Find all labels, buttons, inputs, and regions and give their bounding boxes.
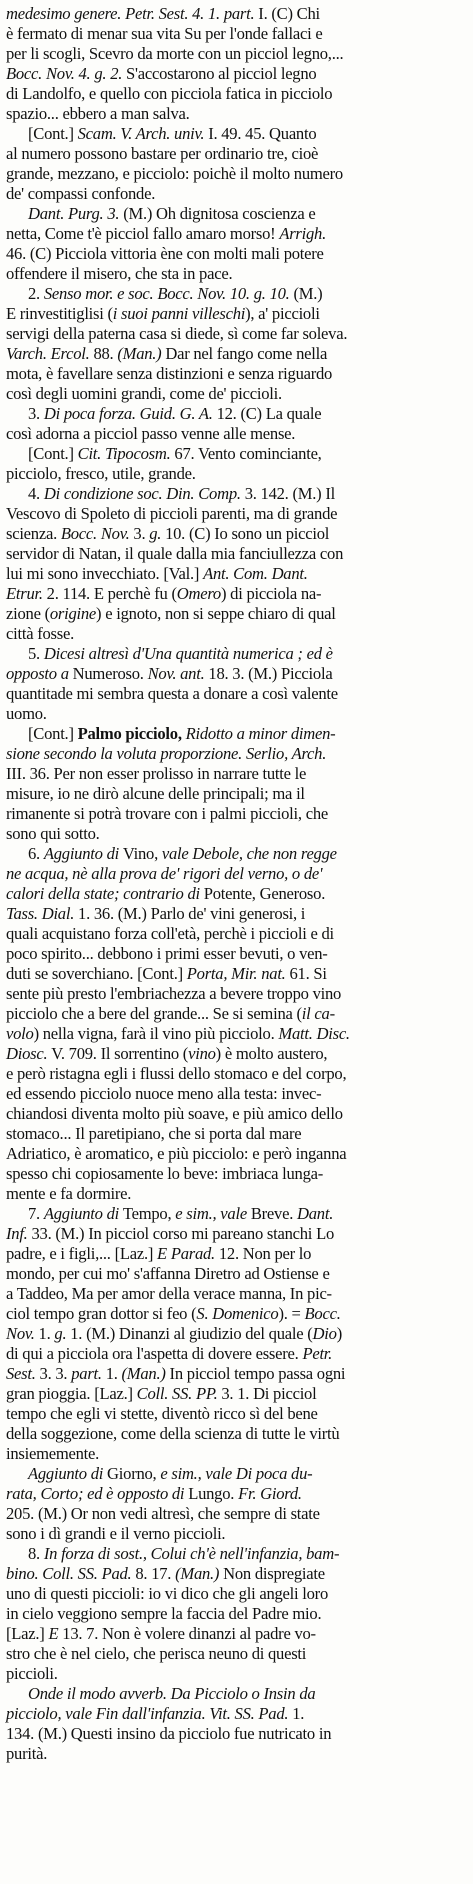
text-run: 46. (C) Picciola vittoria ène con molti mali potere bbox=[6, 244, 324, 263]
text-run: 3. bbox=[28, 404, 44, 423]
italic-run: Diosc. bbox=[6, 1044, 52, 1063]
italic-run: (Man.) bbox=[175, 1564, 224, 1583]
text-run: e però ristagna egli i flussi dello stomaco e del corpo, bbox=[6, 1064, 347, 1083]
text-run: servigi della paterna casa si diede, sì come far soleva. bbox=[6, 324, 348, 343]
text-line bbox=[6, 304, 467, 324]
text-line bbox=[6, 224, 467, 244]
text-run: Adriatico, è aromatico, e più picciolo: e però inganna bbox=[6, 1144, 347, 1163]
text-line bbox=[6, 884, 467, 904]
text-line bbox=[6, 24, 467, 44]
text-line bbox=[6, 184, 467, 204]
text-run: ). = bbox=[278, 1304, 305, 1323]
italic-run: ne acqua, nè alla prova de' rigori del verno, o de' bbox=[6, 864, 323, 883]
text-run: I. (C) Chi bbox=[258, 4, 320, 23]
text-run: 3. bbox=[133, 524, 150, 543]
text-line bbox=[6, 544, 467, 564]
text-run: 1. 36. (M.) Parlo de' vini generosi, i bbox=[78, 904, 306, 923]
text-line bbox=[6, 1584, 467, 1604]
italic-run: medesimo genere. Petr. Sest. 4. 1. part. bbox=[6, 4, 259, 23]
text-line bbox=[6, 84, 467, 104]
text-line bbox=[6, 1084, 467, 1104]
italic-run: Di condizione soc. Din. Comp. bbox=[43, 484, 245, 503]
italic-run: Dicesi altresì d'Una quantità numerica ; ed è bbox=[43, 644, 333, 663]
text-line bbox=[6, 1164, 467, 1184]
text-line bbox=[6, 1744, 467, 1764]
text-line bbox=[6, 164, 467, 184]
text-run: così adorna a picciol passo venne alle mense. bbox=[6, 424, 296, 443]
text-run: Tempo, bbox=[122, 1204, 176, 1223]
text-run: 4. bbox=[28, 484, 44, 503]
italic-run: Ridotto a minor dimen- bbox=[185, 724, 336, 743]
text-run: 3. 142. (M.) Il bbox=[244, 484, 335, 503]
text-run: rimanente si potrà trovare con i palmi piccioli, che bbox=[6, 804, 328, 823]
text-line bbox=[6, 524, 467, 544]
text-run: quantitade mi sembra questa a donare a così valente bbox=[6, 684, 338, 703]
italic-run: il ca- bbox=[301, 1004, 335, 1023]
text-line bbox=[6, 1444, 467, 1464]
text-line bbox=[6, 744, 467, 764]
text-run: Numeroso. bbox=[72, 664, 148, 683]
text-line bbox=[6, 1404, 467, 1424]
text-run: 33. (M.) In picciol corso mi pareano stanchi Lo bbox=[31, 1224, 335, 1243]
text-run: città fosse. bbox=[6, 624, 74, 643]
text-line bbox=[6, 1624, 467, 1644]
italic-run: part. bbox=[71, 1364, 106, 1383]
text-run: 12. Non per lo bbox=[218, 1244, 312, 1263]
text-run: servidor di Natan, il quale dalla mia fanciullezza con bbox=[6, 544, 344, 563]
text-line bbox=[6, 1064, 467, 1084]
text-line bbox=[6, 1344, 467, 1364]
text-run: ) nella vigna, farà il vino più picciolo. bbox=[33, 1024, 279, 1043]
text-run: mota, è favellare senza distinzioni e senza riguardo bbox=[6, 364, 333, 383]
italic-run: (Man.) bbox=[121, 1364, 170, 1383]
text-line bbox=[6, 824, 467, 844]
text-line bbox=[6, 1644, 467, 1664]
text-line bbox=[6, 404, 467, 424]
italic-run: Fr. Giord. bbox=[238, 1484, 302, 1503]
text-run: misure, io ne dirò alcune delle principali; ma il bbox=[6, 784, 305, 803]
text-line bbox=[6, 1424, 467, 1444]
text-line bbox=[6, 1204, 467, 1224]
text-run: E rinvestitiglisi ( bbox=[6, 304, 113, 323]
text-line bbox=[6, 1004, 467, 1024]
text-run: 18. 3. (M.) Picciola bbox=[208, 664, 333, 683]
text-run: sono qui sotto. bbox=[6, 824, 100, 843]
text-run: Non dispregiate bbox=[223, 1564, 325, 1583]
text-line bbox=[6, 1124, 467, 1144]
text-run: duti se soverchiano. [Cont.] bbox=[6, 964, 187, 983]
text-run: stomaco... Il paretipiano, che si porta dal mare bbox=[6, 1124, 302, 1143]
text-run: uomo. bbox=[6, 704, 47, 723]
italic-run: sione secondo la voluta proporzione. Serlio, Arch. bbox=[6, 744, 327, 763]
text-line bbox=[6, 704, 467, 724]
text-line bbox=[6, 684, 467, 704]
italic-run: Dio bbox=[312, 1324, 337, 1343]
text-run: I. 49. 45. Quanto bbox=[208, 124, 317, 143]
italic-run: In forza di sost., Colui ch'è nell'infanzia, bam- bbox=[43, 1544, 340, 1563]
text-run: 7. bbox=[28, 1204, 44, 1223]
text-run: così degli uomini grandi, come de' piccioli. bbox=[6, 384, 282, 403]
italic-run: Inf. bbox=[6, 1224, 32, 1243]
text-run: Vino, bbox=[122, 844, 162, 863]
text-run: gran pioggia. [Laz.] bbox=[6, 1384, 137, 1403]
italic-run: Aggiunto di bbox=[28, 1464, 108, 1483]
text-line bbox=[6, 424, 467, 444]
text-run: 13. 7. Non è volere dinanzi al padre vo- bbox=[62, 1624, 316, 1643]
text-run: III. 36. Per non esser prolisso in narrare tutte le bbox=[6, 764, 307, 783]
italic-run: E bbox=[48, 1624, 63, 1643]
text-run: purità. bbox=[6, 1744, 48, 1763]
text-line bbox=[6, 1224, 467, 1244]
text-run: tempo che egli vi stette, diventò ricco sì del bene bbox=[6, 1404, 318, 1423]
text-run: 8. bbox=[28, 1544, 44, 1563]
text-line bbox=[6, 324, 467, 344]
text-line bbox=[6, 864, 467, 884]
italic-run: Porta, Mir. nat. bbox=[186, 964, 290, 983]
text-line bbox=[6, 1184, 467, 1204]
text-line bbox=[6, 1504, 467, 1524]
text-line bbox=[6, 364, 467, 384]
italic-run: g. bbox=[54, 1324, 71, 1343]
text-line bbox=[6, 444, 467, 464]
text-run: 88. bbox=[93, 344, 118, 363]
text-line bbox=[6, 764, 467, 784]
text-run: ), a' piccioli bbox=[245, 304, 320, 323]
bold-run: Palmo picciolo, bbox=[77, 724, 186, 743]
text-run: della soggezione, come della scienza di tutte le virtù bbox=[6, 1424, 340, 1443]
text-run: 8. 17. bbox=[135, 1564, 176, 1583]
italic-run: Omero bbox=[176, 584, 221, 603]
text-run: padre, e i figli,... [Laz.] bbox=[6, 1244, 158, 1263]
text-line bbox=[6, 504, 467, 524]
italic-run: Di poca forza. Guid. G. A. bbox=[43, 404, 217, 423]
text-line bbox=[6, 4, 467, 24]
italic-run: calori della state; contrario di bbox=[6, 884, 204, 903]
text-run: lui mi sono invecchiato. [Val.] bbox=[6, 564, 204, 583]
italic-run: g. bbox=[149, 524, 166, 543]
italic-run: S. Domenico bbox=[196, 1304, 279, 1323]
text-run: chiandosi diventa molto più soave, e più amico dello bbox=[6, 1104, 343, 1123]
text-run: 3. 1. Di picciol bbox=[221, 1384, 317, 1403]
text-line bbox=[6, 644, 467, 664]
text-run: [Cont.] bbox=[28, 124, 78, 143]
text-line bbox=[6, 284, 467, 304]
text-run: V. 709. Il sorrentino ( bbox=[51, 1044, 189, 1063]
text-line bbox=[6, 464, 467, 484]
text-run: di Landolfo, e quello con picciola fatica in picciolo bbox=[6, 84, 333, 103]
italic-run: (Man.) bbox=[117, 344, 166, 363]
text-run: ) di picciola na- bbox=[220, 584, 322, 603]
italic-run: picciolo, vale Fin dall'infanzia. Vit. SS. Pad. bbox=[6, 1704, 293, 1723]
italic-run: Nov. bbox=[6, 1324, 39, 1343]
text-run: picciolo che a bere del grande... Se si semina ( bbox=[6, 1004, 302, 1023]
text-line bbox=[6, 1104, 467, 1124]
text-run: in cielo veggiono sempre la faccia del Padre mio. bbox=[6, 1604, 322, 1623]
text-line bbox=[6, 664, 467, 684]
text-run: [Laz.] bbox=[6, 1624, 49, 1643]
text-line bbox=[6, 1304, 467, 1324]
italic-run: e sim., vale Di poca du- bbox=[160, 1464, 313, 1483]
text-line bbox=[6, 104, 467, 124]
italic-run: Dant. bbox=[297, 1204, 334, 1223]
text-run: 5. bbox=[28, 644, 44, 663]
entry-text-column bbox=[6, 4, 467, 1764]
italic-run: Bocc. bbox=[304, 1304, 341, 1323]
text-line bbox=[6, 484, 467, 504]
text-line bbox=[6, 1024, 467, 1044]
text-run: 1. bbox=[292, 1704, 305, 1723]
text-run: Breve. bbox=[250, 1204, 297, 1223]
text-line bbox=[6, 604, 467, 624]
text-run: spazio... ebbero a man salva. bbox=[6, 104, 190, 123]
text-line bbox=[6, 1464, 467, 1484]
text-line bbox=[6, 1604, 467, 1624]
text-run: 1. bbox=[105, 1364, 122, 1383]
text-run: poco spirito... debbono i primi esser bevuti, o ven- bbox=[6, 944, 328, 963]
text-run: spesso chi copiosamente lo beve: imbriaca lunga- bbox=[6, 1164, 324, 1183]
italic-run: rata, Corto; ed è opposto di bbox=[6, 1484, 189, 1503]
text-run: [Cont.] bbox=[28, 444, 78, 463]
text-run: Lungo. bbox=[188, 1484, 239, 1503]
italic-run: Nov. ant. bbox=[147, 664, 209, 683]
text-line bbox=[6, 964, 467, 984]
text-line bbox=[6, 944, 467, 964]
text-run: scienza. bbox=[6, 524, 61, 543]
italic-run: Petr. bbox=[302, 1344, 333, 1363]
text-line bbox=[6, 564, 467, 584]
text-run: sono i dì grandi e il verno piccioli. bbox=[6, 1524, 226, 1543]
italic-run: Senso mor. e soc. Bocc. Nov. 10. g. 10. bbox=[43, 284, 294, 303]
text-run: Giorno, bbox=[107, 1464, 161, 1483]
italic-run: Cit. Tipocosm. bbox=[77, 444, 175, 463]
italic-run: E Parad. bbox=[157, 1244, 219, 1263]
text-run: Vescovo di Spoleto di piccioli parenti, ma di grande bbox=[6, 504, 338, 523]
text-run: mente e fa dormire. bbox=[6, 1184, 132, 1203]
text-run: insiememente. bbox=[6, 1444, 100, 1463]
italic-run: origine bbox=[49, 604, 97, 623]
text-line bbox=[6, 344, 467, 364]
text-run: mondo, per cui mo' s'affanna Diretro ad Ostiense e bbox=[6, 1264, 330, 1283]
text-line bbox=[6, 44, 467, 64]
text-line bbox=[6, 244, 467, 264]
text-run: 10. (C) Io sono un picciol bbox=[165, 524, 330, 543]
text-run: (M.) bbox=[293, 284, 323, 303]
text-run: 3. 3. bbox=[39, 1364, 72, 1383]
italic-run: Matt. Disc. bbox=[278, 1024, 350, 1043]
text-run: 2. bbox=[28, 284, 44, 303]
text-line bbox=[6, 1364, 467, 1384]
text-line bbox=[6, 1244, 467, 1264]
text-line bbox=[6, 1564, 467, 1584]
text-run: a Taddeo, Ma per amor della verace manna, In pic- bbox=[6, 1284, 332, 1303]
italic-run: Onde il modo avverb. Da Picciolo o Insin da bbox=[28, 1684, 316, 1703]
italic-run: Arrigh. bbox=[279, 224, 326, 243]
text-line bbox=[6, 1704, 467, 1724]
text-line bbox=[6, 724, 467, 744]
italic-run: bino. Coll. SS. Pad. bbox=[6, 1564, 136, 1583]
text-run: piccioli. bbox=[6, 1664, 58, 1683]
text-run: di qui a picciola ora l'aspetta di dovere essere. bbox=[6, 1344, 303, 1363]
text-run: offendere il misero, che sta in pace. bbox=[6, 264, 233, 283]
italic-run: Coll. SS. PP. bbox=[136, 1384, 222, 1403]
text-run: Potente, Generoso. bbox=[203, 884, 326, 903]
text-run: 134. (M.) Questi insino da picciolo fue nutricato in bbox=[6, 1724, 332, 1743]
text-run: picciolo, fresco, utile, grande. bbox=[6, 464, 196, 483]
italic-run: Etrur. bbox=[6, 584, 47, 603]
text-run: uno di questi piccioli: io vi dico che gli angeli loro bbox=[6, 1584, 328, 1603]
text-line bbox=[6, 904, 467, 924]
italic-run: Varch. Ercol. bbox=[6, 344, 94, 363]
text-run: 1. bbox=[38, 1324, 55, 1343]
text-line bbox=[6, 264, 467, 284]
italic-run: Tass. Dial. bbox=[6, 904, 79, 923]
text-line bbox=[6, 144, 467, 164]
italic-run: Aggiunto di bbox=[43, 1204, 123, 1223]
italic-run: volo bbox=[6, 1024, 34, 1043]
text-run: grande, mezzano, e picciolo: poichè il molto numero bbox=[6, 164, 343, 183]
text-line bbox=[6, 1684, 467, 1704]
text-line bbox=[6, 204, 467, 224]
text-run: ) e ignoto, non si seppe chiaro di qual bbox=[96, 604, 336, 623]
text-line bbox=[6, 1484, 467, 1504]
text-run: 205. (M.) Or non vedi altresì, che sempre di state bbox=[6, 1504, 320, 1523]
text-line bbox=[6, 584, 467, 604]
text-line bbox=[6, 1284, 467, 1304]
italic-run: Bocc. Nov. bbox=[60, 524, 134, 543]
italic-run: Sest. bbox=[6, 1364, 40, 1383]
text-run: sente più presto l'embriachezza a bevere troppo vino bbox=[6, 984, 342, 1003]
text-run: per li scogli, Scevro da morte con un picciol legno,... bbox=[6, 44, 344, 63]
italic-run: i suoi panni villeschi bbox=[112, 304, 246, 323]
text-run: de' compassi confonde. bbox=[6, 184, 156, 203]
text-line bbox=[6, 124, 467, 144]
text-run: 61. Si bbox=[289, 964, 327, 983]
text-line bbox=[6, 1324, 467, 1344]
text-line bbox=[6, 1144, 467, 1164]
text-line bbox=[6, 1544, 467, 1564]
text-run: zione ( bbox=[6, 604, 50, 623]
text-run: al numero possono bastare per ordinario tre, cioè bbox=[6, 144, 319, 163]
text-run: stro che è nel cielo, che perisca neuno di questi bbox=[6, 1644, 307, 1663]
text-run: S'accostarono al picciol legno bbox=[126, 64, 317, 83]
text-run: ed essendo picciolo nuoce meno alla testa: invec- bbox=[6, 1084, 322, 1103]
italic-run: vino bbox=[188, 1044, 216, 1063]
italic-run: Bocc. Nov. 4. g. 2. bbox=[6, 64, 127, 83]
text-run: (M.) Oh dignitosa coscienza e bbox=[123, 204, 316, 223]
text-line bbox=[6, 844, 467, 864]
text-line bbox=[6, 784, 467, 804]
italic-run: Dant. Purg. 3. bbox=[28, 204, 124, 223]
text-run: 6. bbox=[28, 844, 44, 863]
text-run: 67. Vento cominciante, bbox=[174, 444, 322, 463]
italic-run: opposto a bbox=[6, 664, 73, 683]
text-line bbox=[6, 1724, 467, 1744]
italic-run: Ant. Com. Dant. bbox=[203, 564, 308, 583]
italic-run: e sim., vale bbox=[175, 1204, 251, 1223]
text-line bbox=[6, 624, 467, 644]
text-run: ciol tempo gran dottor si feo ( bbox=[6, 1304, 197, 1323]
text-line bbox=[6, 64, 467, 84]
text-line bbox=[6, 1524, 467, 1544]
text-line bbox=[6, 384, 467, 404]
text-run: ) è molto austero, bbox=[215, 1044, 328, 1063]
text-line bbox=[6, 984, 467, 1004]
text-run: 2. 114. E perchè fu ( bbox=[46, 584, 177, 603]
text-line bbox=[6, 924, 467, 944]
text-line bbox=[6, 1384, 467, 1404]
text-run: quali acquistano forza coll'età, perchè i piccioli e di bbox=[6, 924, 334, 943]
text-run: 1. (M.) Dinanzi al giudizio del quale ( bbox=[70, 1324, 313, 1343]
text-run: [Cont.] bbox=[28, 724, 78, 743]
italic-run: vale Debole, che non regge bbox=[161, 844, 337, 863]
text-run: In picciol tempo passa ogni bbox=[169, 1364, 346, 1383]
text-run: ) bbox=[336, 1324, 342, 1343]
text-run: 12. (C) La quale bbox=[216, 404, 322, 423]
italic-run: Scam. V. Arch. univ. bbox=[77, 124, 209, 143]
text-line bbox=[6, 1044, 467, 1064]
text-run: è fermato di menar sua vita Su per l'onde fallaci e bbox=[6, 24, 323, 43]
text-run: Dar nel fango come nella bbox=[165, 344, 328, 363]
text-line bbox=[6, 1664, 467, 1684]
text-run: netta, Come t'è picciol fallo amaro morso! bbox=[6, 224, 280, 243]
italic-run: Aggiunto di bbox=[43, 844, 123, 863]
text-line bbox=[6, 804, 467, 824]
text-line bbox=[6, 1264, 467, 1284]
